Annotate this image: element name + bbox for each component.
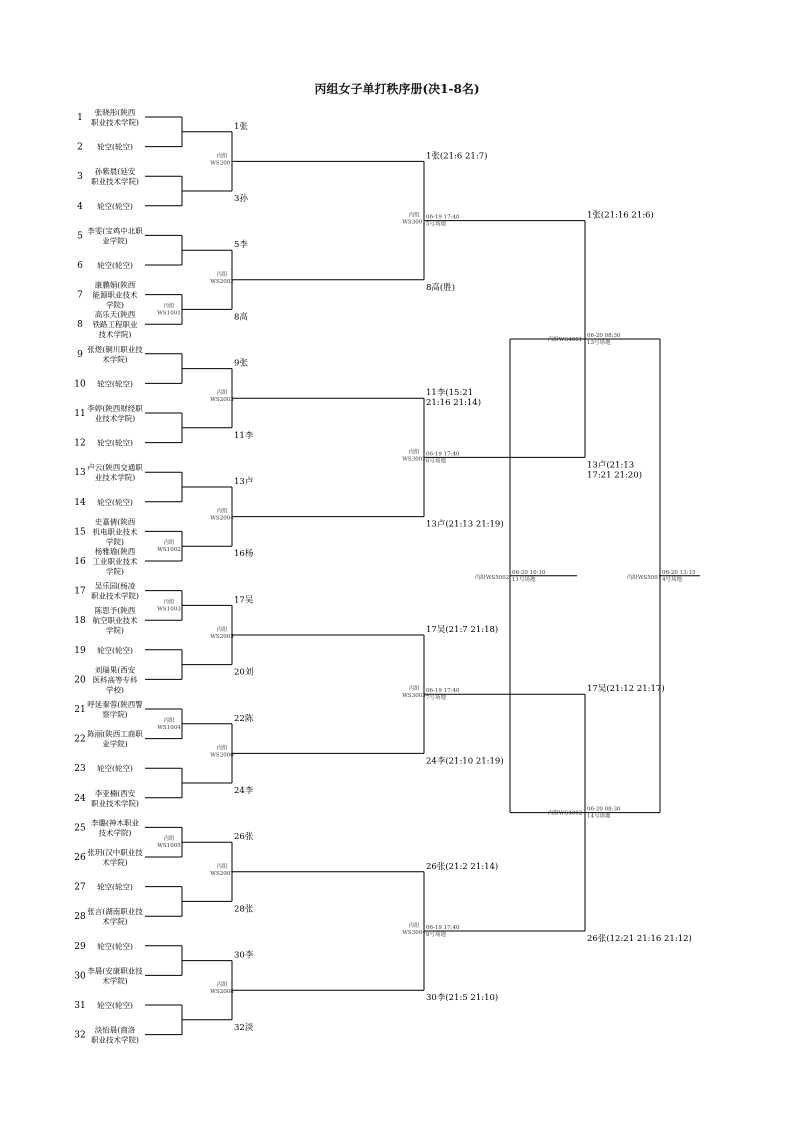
match-code: WS3002 <box>402 456 426 463</box>
player-number: 32 <box>74 1030 86 1041</box>
match-time: 06-19 17:40 <box>426 688 460 695</box>
player-name: 张晓彤(陕西 <box>94 108 136 117</box>
player-name: 铁路工程职业 <box>92 320 138 330</box>
player-number: 6 <box>77 261 83 271</box>
match-group: 丙组 <box>163 836 175 843</box>
player-name: 陈丽(陕西工商职 <box>87 729 143 739</box>
player-name: 卢云(陕西交通职 <box>87 463 143 473</box>
player-name: 轮空(轮空) <box>97 1001 133 1010</box>
match-venue: 7号场地 <box>426 695 446 702</box>
player-number: 18 <box>74 616 86 627</box>
player-name: 轮空(轮空) <box>97 764 133 774</box>
player-name: 术学院) <box>102 917 128 927</box>
player-name: 吴乐园(杨凌 <box>94 581 136 591</box>
player-name: 航空职业技术 <box>92 616 138 626</box>
round16-bottom: 3孙 <box>234 194 248 204</box>
player-number: 28 <box>74 912 86 923</box>
match-venue: 14号场地 <box>587 813 611 820</box>
player-name: 职业技术学院) <box>91 177 139 187</box>
sf-bottom: 13卢(21:13 <box>587 460 635 471</box>
player-number: 16 <box>74 557 86 567</box>
player-number: 12 <box>74 438 86 449</box>
match-group: 丙组 <box>216 271 228 278</box>
match-venue: 8号场地 <box>426 932 446 938</box>
player-name: 轮空(轮空) <box>97 497 133 507</box>
qf-top: 17吴(21:7 21:18) <box>426 625 499 635</box>
match-code: WS1002 <box>157 547 181 554</box>
player-name: 业技术学院) <box>94 473 136 483</box>
match-code: WS2006 <box>210 752 234 759</box>
player-name: 轮空(轮空) <box>97 379 133 389</box>
match-group: 丙组 <box>408 923 420 929</box>
qf-top: 1张(21:6 21:7) <box>426 151 488 162</box>
final-time: 06-20 13:15 <box>662 569 696 576</box>
round16-top: 5李 <box>234 240 248 251</box>
player-name: 张玥(汉中职业技 <box>87 848 143 857</box>
player-number: 19 <box>74 645 86 656</box>
player-number: 20 <box>74 675 86 686</box>
match-venue: 6号场地 <box>426 458 446 465</box>
player-number: 26 <box>74 853 86 863</box>
third-venue: 11号场地 <box>512 576 536 583</box>
player-number: 27 <box>74 882 86 893</box>
match-group: 丙组 <box>216 863 228 870</box>
round16-top: 26张 <box>234 832 254 843</box>
match-code: WS2008 <box>210 989 234 996</box>
player-number: 9 <box>77 349 83 360</box>
match-group: 丙组 <box>163 599 175 606</box>
match-code: WS2002 <box>210 278 234 285</box>
player-name: 工业职业技术 <box>92 557 138 566</box>
round16-top: 22陈 <box>234 713 254 724</box>
match-group: 丙组 <box>216 508 228 515</box>
player-number: 31 <box>74 1001 86 1011</box>
player-name: 轮空(轮空) <box>97 201 133 211</box>
match-group: 丙组 <box>408 686 420 693</box>
player-name: 轮空(轮空) <box>97 261 133 270</box>
match-code: WS1003 <box>157 606 181 613</box>
player-name: 李璐(神木职业 <box>91 818 139 828</box>
player-number: 2 <box>77 142 83 153</box>
player-name: 医科高等专科 <box>92 675 138 685</box>
round16-top: 13卢 <box>234 477 254 487</box>
player-name: 李亚楠(西安 <box>94 788 136 798</box>
player-number: 8 <box>77 320 83 331</box>
player-number: 22 <box>74 734 86 745</box>
player-name: 学校) <box>106 685 124 695</box>
match-code: WS2003 <box>210 397 234 404</box>
round16-bottom: 28张 <box>234 904 254 915</box>
player-name: 轮空(轮空) <box>97 941 133 951</box>
match-time: 06-20 08:30 <box>587 333 621 339</box>
match-group: 丙组 <box>163 303 175 310</box>
player-number: 13 <box>74 468 86 479</box>
match-code: WS2005 <box>210 634 234 640</box>
player-number: 7 <box>77 290 83 301</box>
player-name: 学院) <box>106 626 124 636</box>
match-venue: 13号场地 <box>587 340 611 346</box>
match-time: 06-19 17:40 <box>426 451 460 458</box>
player-name: 技术学院) <box>98 828 132 838</box>
player-name: 能源职业技术 <box>92 290 138 300</box>
qf-bottom: 8高(胜) <box>426 282 456 293</box>
round16-top: 30李 <box>234 950 254 961</box>
player-name: 职业技术学院) <box>91 591 139 601</box>
match-code: WS2007 <box>210 870 234 877</box>
match-venue: 5号场地 <box>426 221 446 228</box>
player-name: 淡怡晨(商洛 <box>94 1025 136 1035</box>
match-group: 丙组 <box>163 540 175 547</box>
match-group: 丙组 <box>216 390 228 397</box>
final-code: 丙组WS5001 <box>626 574 662 581</box>
sf-top: 1张(21:16 21:6) <box>587 210 654 221</box>
player-name: 李雯(宝鸡中北职 <box>87 226 143 236</box>
match-code: WS1005 <box>157 843 181 850</box>
player-name: 机电职业技术 <box>92 527 138 537</box>
match-time: 06-20 08:30 <box>587 806 621 813</box>
player-number: 17 <box>74 586 86 597</box>
round16-bottom: 24李 <box>234 786 254 796</box>
match-code: WS3001 <box>402 219 426 226</box>
match-code: WS2004 <box>210 515 234 522</box>
match-group: 丙组 <box>216 745 228 752</box>
round16-top: 1张 <box>234 121 248 132</box>
player-name: 轮空(轮空) <box>97 142 133 152</box>
sf-bottom: 17:21 21:20) <box>587 470 643 481</box>
match-group: 丙组 <box>216 627 228 633</box>
third-time: 06-20 10:10 <box>512 569 546 576</box>
player-number: 4 <box>77 201 83 212</box>
qf-top: 11李(15:21 <box>426 388 474 399</box>
round16-bottom: 11李 <box>234 430 254 441</box>
round16-bottom: 16杨 <box>234 549 254 560</box>
player-name: 学院) <box>106 300 124 310</box>
player-name: 李晨(安康职业技 <box>87 966 143 976</box>
player-number: 10 <box>74 379 86 390</box>
player-name: 孙紫晨(延安 <box>94 167 136 177</box>
match-group: 丙组 <box>216 982 228 989</box>
player-name: 高乐天(陕西 <box>94 310 136 320</box>
player-name: 学院) <box>106 567 124 576</box>
player-number: 1 <box>77 113 83 123</box>
player-name: 业学院) <box>102 236 128 246</box>
player-name: 呼延秦蓉(陕西警 <box>87 700 143 709</box>
sf-bottom: 26张(12:21 21:16 21:12) <box>587 934 692 944</box>
qf-top-2: 21:16 21:14) <box>426 398 482 409</box>
player-name: 术学院) <box>102 858 128 867</box>
player-number: 15 <box>74 527 86 538</box>
player-name: 察学院) <box>102 710 128 719</box>
match-group: 丙组 <box>163 717 175 724</box>
player-name: 业技术学院) <box>94 414 136 423</box>
player-name: 刘瑞果(西安 <box>94 665 136 675</box>
player-number: 24 <box>74 793 86 804</box>
player-name: 轮空(轮空) <box>97 882 133 892</box>
match-code: WS3003 <box>402 693 426 700</box>
bracket-labels <box>74 107 696 1045</box>
qf-bottom: 13卢(21:13 21:19) <box>426 519 504 530</box>
match-code: 丙组WS4002 <box>547 810 583 817</box>
qf-bottom: 30李(21:5 21:10) <box>426 993 499 1004</box>
player-name: 李婷(陕西财经职 <box>87 404 143 413</box>
player-number: 3 <box>77 172 83 183</box>
player-name: 轮空(轮空) <box>97 438 133 448</box>
player-name: 杨雅瑜(陕西 <box>94 547 136 556</box>
match-code: WS3004 <box>402 930 426 936</box>
match-group: 丙组 <box>216 153 228 160</box>
player-number: 11 <box>74 409 86 419</box>
player-number: 21 <box>74 705 86 715</box>
match-time: 06-19 17:40 <box>426 925 460 931</box>
match-code: 丙组WS4001 <box>547 337 583 343</box>
player-name: 职业技术学院) <box>91 798 139 808</box>
round16-bottom: 8高 <box>234 312 248 323</box>
round16-top: 9张 <box>234 358 248 369</box>
final-venue: 4号场地 <box>662 576 682 583</box>
match-group: 丙组 <box>408 212 420 219</box>
player-number: 25 <box>74 823 86 834</box>
player-name: 术学院) <box>102 354 128 364</box>
player-name: 轮空(轮空) <box>97 645 133 655</box>
player-name: 张煜(铜川职业技 <box>87 344 143 354</box>
match-code: WS1004 <box>157 724 181 731</box>
qf-bottom: 24李(21:10 21:19) <box>426 756 504 767</box>
match-code: WS1001 <box>157 310 181 317</box>
page-title: 丙组女子单打秩序册(决1-8名) <box>314 82 480 96</box>
player-name: 史嘉倩(陕西 <box>94 517 136 527</box>
round16-bottom: 32淡 <box>234 1022 254 1033</box>
qf-top: 26张(21:2 21:14) <box>426 861 499 872</box>
player-name: 学院) <box>106 537 124 547</box>
player-name: 张言(湖南职业技 <box>87 907 143 917</box>
player-number: 30 <box>74 971 86 982</box>
player-name: 陈思予(陕西 <box>94 606 136 616</box>
player-name: 职业技术学院) <box>91 118 139 127</box>
player-number: 23 <box>74 764 86 775</box>
match-group: 丙组 <box>408 449 420 456</box>
player-number: 29 <box>74 941 86 952</box>
sf-top: 17吴(21:12 21:17) <box>587 684 665 695</box>
player-name: 职业技术学院) <box>91 1035 139 1045</box>
player-name: 技术学院) <box>98 330 132 340</box>
round16-top: 17吴 <box>234 595 254 606</box>
third-code: 丙组WS5002 <box>474 574 510 581</box>
player-name: 康鹏娟(陕西 <box>94 280 136 290</box>
match-code: WS2001 <box>210 160 234 167</box>
player-number: 5 <box>77 231 83 242</box>
player-name: 业学院) <box>102 739 128 749</box>
round16-bottom: 20刘 <box>234 667 254 678</box>
bracket-lines <box>145 117 700 1035</box>
match-time: 06-19 17:40 <box>426 214 460 221</box>
player-number: 14 <box>74 497 86 508</box>
player-name: 术学院) <box>102 976 128 986</box>
